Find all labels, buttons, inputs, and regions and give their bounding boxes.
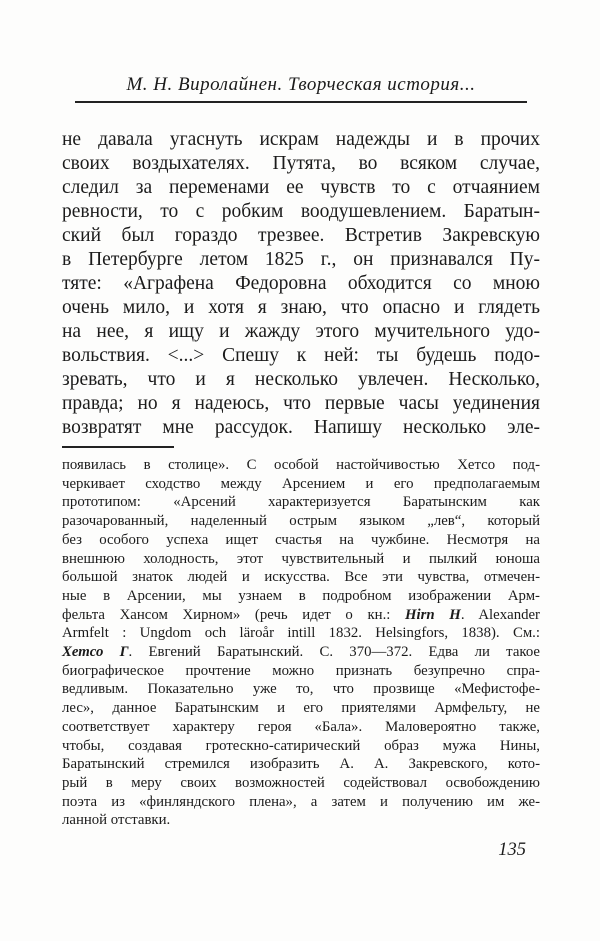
- footnote-line: ланной отставки.: [62, 812, 171, 829]
- footnote-line: Баратынский стремился изобразить А. А. Закревского, кото-: [62, 756, 540, 773]
- footnote-line: ведливым. Показательно уже то, что прозвище «Мефистофе-: [62, 681, 540, 698]
- main-text-line: тяте: «Аграфена Федоровна обходится со мною: [62, 273, 540, 294]
- main-text-line: не давала угаснуть искрам надежды и в прочих: [62, 129, 540, 150]
- footnote-line: Хетсо Г. Евгений Баратынский. С. 370—372. Едва ли такое: [62, 644, 540, 661]
- main-text-line: правда; но я надеюсь, что первые часы уединения: [62, 393, 540, 414]
- main-text-line: очень мило, и хотя я знаю, что опасно и глядеть: [62, 297, 540, 318]
- footnote-line: ные в Арсении, мы узнаем в подробном изображении Арм-: [62, 587, 540, 604]
- footnote-line: внешнюю холодность, этот чувствительный и пылкий юноша: [62, 550, 540, 567]
- footnote-line: появилась в столице». С особой настойчивостью Хетсо под-: [62, 457, 540, 473]
- footnote-line: соответствует характеру героя «Бала». Маловероятно также,: [62, 718, 540, 735]
- footnote-line: биографическое прочтение можно признать безупречно спра-: [62, 662, 540, 679]
- running-header: М. Н. Виролайнен. Творческая история...: [126, 74, 476, 95]
- footnote-line: лес», данное Баратынским и его приятелями Армфельту, не: [62, 700, 540, 717]
- footnote-line: поэта из «финляндского плена», а затем и получению им же-: [62, 793, 540, 810]
- main-text-line: своих воздыхателях. Путята, во всяком случае,: [62, 153, 540, 174]
- main-text-line: на нее, я ищу и жажду этого мучительного удо-: [62, 321, 540, 342]
- footnote-line: прототипом: «Арсений характеризуется Баратынским как: [62, 494, 540, 511]
- main-text-line: ский был гораздо трезвее. Встретив Закревскую: [62, 225, 540, 246]
- footnote-line: чтобы, создавая гротескно-сатирический образ мужа Нины,: [62, 737, 540, 754]
- footnote-block: [62, 456, 540, 830]
- main-text-line: ревности, то с робким воодушевлением. Баратын-: [62, 201, 540, 222]
- footnote-line: без особого успеха ищет счастья на чужбине. Несмотря на: [62, 531, 540, 548]
- main-text-line: следил за переменами ее чувств то с отчаянием: [62, 177, 540, 198]
- main-text-line: возвратят мне рассудок. Напишу несколько эле-: [62, 417, 540, 438]
- footnote-line: большой знаток людей и искусства. Все эти чувства, отмечен-: [62, 569, 540, 586]
- footnote-line: рый в меру своих возможностей содействовал освобождению: [62, 774, 540, 791]
- main-text-block: [62, 128, 540, 440]
- main-text-line: зревать, что и я несколько увлечен. Несколько,: [62, 369, 540, 390]
- main-text-line: вольствия. <...> Спешу к ней: ты будешь подо-: [62, 345, 540, 366]
- header-rule: [75, 101, 527, 103]
- footnote-line: разочарованный, наделенный острым языком „лев“, который: [62, 513, 540, 530]
- footnote-line: фельта Хансом Хирном» (речь идет о кн.: Hirn H. Alexander: [62, 606, 540, 623]
- main-text-line: в Петербурге летом 1825 г., он признавался Пу-: [62, 249, 540, 270]
- footnote-separator: [62, 446, 174, 448]
- footnote-line: черкивает сходство между Арсением и его предполагаемым: [62, 475, 540, 492]
- footnote-line: Armfelt : Ungdom och läroår intill 1832. Helsingfors, 1838). См.:: [62, 625, 540, 642]
- page-number: 135: [498, 840, 526, 860]
